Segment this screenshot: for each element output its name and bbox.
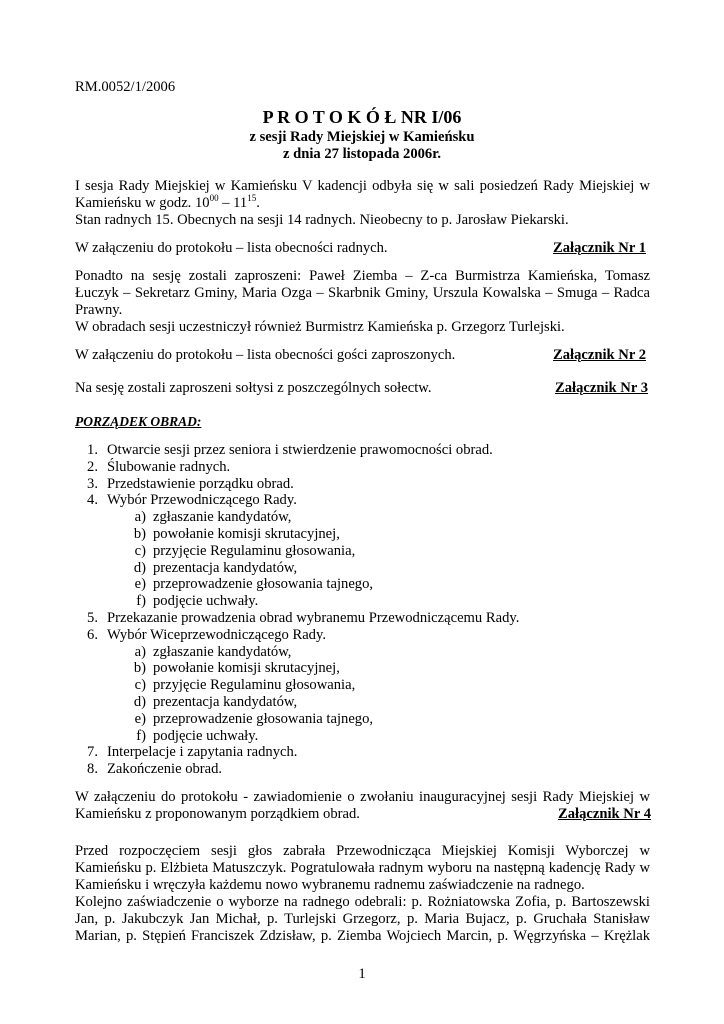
attachment-row-1 [75,240,650,257]
agenda-subitem-marker: e) [134,576,146,592]
agenda-item-number: 6. [87,627,98,643]
agenda-item-text: Interpelacje i zapytania radnych. [107,744,298,760]
agenda-subitem-text: prezentacja kandydatów, [153,694,298,710]
agenda-subitem-text: powołanie komisji skrutacyjnej, [153,526,340,542]
agenda-item-text: Otwarcie sesji przez seniora i stwierdzenie prawomocności obrad. [107,442,493,458]
document-subtitle-date: z dnia 27 listopada 2006r. [283,146,441,162]
session-info-line1: I sesja Rady Miejskiej w Kamieńsku V kadencji odbyła się w sali posiedzeń Rady Miejskiej w [75,178,650,194]
agenda-heading: PORZĄDEK OBRAD: [75,414,202,429]
commission-line5: Jan, p. Jakubczyk Jan Michał, p. Turlejski Grzegorz, p. Maria Bujacz, p. Gruchała Stanisław [75,911,650,927]
attachment-3-text: Na sesję zostali zaproszeni sołtysi z poszczególnych sołectw. [75,380,432,396]
guests-line4: W obradach sesji uczestniczył również Burmistrz Kamieńska p. Grzegorz Turlejski. [75,319,565,335]
guests-line1: Ponadto na sesję zostali zaproszeni: Paweł Ziemba – Z-ca Burmistrza Kamieńska, Tomasz [75,268,650,284]
attachment-row-2 [75,347,646,364]
agenda-subitem-text: prezentacja kandydatów, [153,560,298,576]
agenda-subitem-text: przeprowadzenie głosowania tajnego, [153,576,374,592]
agenda-subitem-marker: a) [134,644,146,660]
agenda-item-text: Przekazanie prowadzenia obrad wybranemu Przewodniczącemu Rady. [107,610,520,626]
agenda-subitem-marker: c) [134,677,146,693]
attachment-3-label: Załącznik Nr 3 [555,380,648,396]
document-title: P R O T O K Ó Ł NR I/06 [262,107,462,127]
commission-line4: Kolejno zaświadczenie o wyborze na radnego odebrali: p. Rożniatowska Zofia, p. Bartoszewski [75,894,650,910]
agenda-subitem-text: przyjęcie Regulaminu głosowania, [153,677,356,693]
attachment-1-text: W załączeniu do protokołu – lista obecności radnych. [75,240,388,256]
attachment-2-text: W załączeniu do protokołu – lista obecności gości zaproszonych. [75,347,456,363]
agenda-item-number: 8. [87,761,98,777]
agenda-item-text: Wybór Przewodniczącego Rady. [107,492,297,508]
commission-line6: Marian, p. Stępień Franciszek Zdzisław, p. Ziemba Wojciech Marcin, p. Węgrzyńska – Krężlak [75,928,650,944]
agenda-item-number: 2. [87,459,98,475]
agenda-item-number: 7. [87,744,98,760]
agenda-subitem-text: przeprowadzenie głosowania tajnego, [153,711,374,727]
invitation-line2: Kamieńsku z proponowanym porządkiem obrad. [75,806,360,822]
agenda-item-text: Zakończenie obrad. [107,761,223,777]
agenda-subitem-marker: b) [133,526,146,542]
agenda-subitem-marker: d) [133,560,146,576]
attachment-2-label: Załącznik Nr 2 [553,347,646,363]
page-number: 1 [358,966,366,982]
agenda-item-text: Wybór Wiceprzewodniczącego Rady. [107,627,326,643]
agenda-subitem-text: podjęcie uchwały. [153,593,259,609]
agenda-subitem-marker: f) [136,728,146,744]
commission-line3: Kamieńsku i wręczyła każdemu nowo wybranemu radnemu zaświadczenie na radnego. [75,877,585,893]
agenda-subitem-text: zgłaszanie kandydatów, [153,509,292,525]
document-subtitle-session: z sesji Rady Miejskiej w Kamieńsku [249,129,475,145]
attachment-row-4 [75,806,651,823]
agenda-item-text: Ślubowanie radnych. [107,459,231,475]
guests-line2: Łuczyk – Sekretarz Gminy, Maria Ozga – Skarbnik Gminy, Urszula Kowalska – Smuga – Radca [75,285,650,301]
agenda-subitem-marker: d) [133,694,146,710]
agenda-subitem-text: powołanie komisji skrutacyjnej, [153,660,340,676]
agenda-subitem-marker: f) [136,593,146,609]
commission-line2: Kamieńsku p. Elżbieta Matuszczyk. Pogratulowała radnym wyboru na następną kadencję Rady w [75,860,650,876]
agenda-item-number: 5. [87,610,98,626]
reference-number: RM.0052/1/2006 [75,79,176,95]
agenda-subitem-marker: e) [134,711,146,727]
session-info-line2: Kamieńsku w godz. $10^{00} - 11^{15}$. [75,193,260,211]
agenda-subitem-text: zgłaszanie kandydatów, [153,644,292,660]
attachment-row-3 [75,380,648,397]
agenda-subitem-marker: b) [133,660,146,676]
agenda-item-number: 3. [87,476,98,492]
invitation-line1: W załączeniu do protokołu - zawiadomienie o zwołaniu inauguracyjnej sesji Rady Miejskiej w [75,789,650,805]
agenda-item-number: 4. [87,492,98,508]
guests-line3: Prawny. [75,302,123,318]
commission-line1: Przed rozpoczęciem sesji głos zabrała Przewodnicząca Miejskiej Komisji Wyborczej w [75,843,650,859]
agenda-subitem-text: przyjęcie Regulaminu głosowania, [153,543,356,559]
session-info-line3: Stan radnych 15. Obecnych na sesji 14 radnych. Nieobecny to p. Jarosław Piekarski. [75,212,569,228]
agenda-subitem-marker: a) [134,509,146,525]
agenda-subitem-marker: c) [134,543,146,559]
agenda-subitem-text: podjęcie uchwały. [153,728,259,744]
agenda-item-text: Przedstawienie porządku obrad. [107,476,294,492]
attachment-1-label: Załącznik Nr 1 [553,240,646,256]
agenda-item-number: 1. [87,442,98,458]
attachment-4-label: Załącznik Nr 4 [558,806,651,822]
